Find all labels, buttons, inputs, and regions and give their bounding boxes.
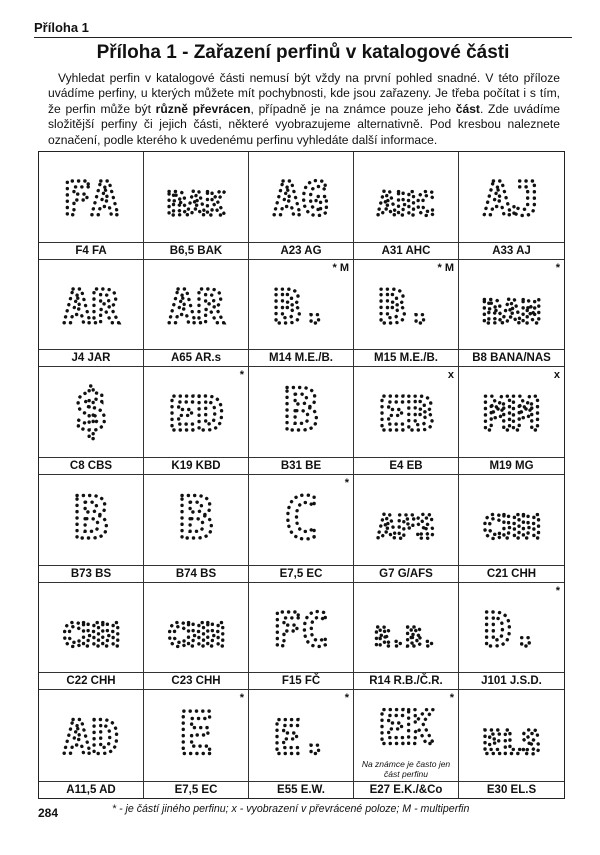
perfin-dots: ELS: [482, 723, 541, 762]
perfin-cell: [354, 583, 459, 691]
perfin-caption: B31 BE: [249, 457, 353, 474]
perfin-mark: *: [555, 584, 560, 597]
perfin-note: Na známce je často jen část perfinu: [361, 758, 451, 779]
perfin-caption: C22 CHH: [39, 672, 143, 689]
perfin-dot-pattern: [354, 152, 458, 242]
perfin-mark: *: [239, 369, 244, 382]
perfin-dot-pattern: [39, 583, 143, 673]
perfin-caption: A33 AJ: [459, 242, 564, 259]
perfin-caption: B6,5 BAK: [144, 242, 248, 259]
perfin-dots: ED: [168, 387, 224, 442]
perfin-dot-pattern: [249, 152, 353, 242]
perfin-dot-pattern: [354, 583, 458, 673]
perfin-grid: [38, 151, 565, 799]
perfin-caption: C8 CBS: [39, 457, 143, 474]
perfin-mark: *: [239, 692, 244, 705]
perfin-cell: [459, 260, 564, 368]
perfin-dots: R.B.: [374, 622, 438, 653]
perfin-caption: C21 CHH: [459, 565, 564, 582]
perfin-dot-pattern: [354, 475, 458, 565]
perfin-caption: A65 AR.s: [144, 349, 248, 366]
perfin-dots: AG: [273, 171, 329, 226]
perfin-caption: G7 G/AFS: [354, 565, 458, 582]
perfin-cell: [144, 152, 249, 260]
perfin-caption: B73 BS: [39, 565, 143, 582]
perfin-cell: [144, 260, 249, 368]
perfin-dot-pattern: [144, 583, 248, 673]
perfin-dots: MM: [483, 387, 540, 442]
perfin-dots: AJ: [483, 172, 540, 227]
perfin-mark: *: [344, 476, 349, 489]
perfin-caption: E30 EL.S: [459, 781, 564, 798]
perfin-dots: B: [283, 376, 319, 445]
perfin-caption: F15 FČ: [249, 672, 353, 689]
perfin-mark: *: [449, 692, 454, 705]
perfin-dot-pattern: [144, 152, 248, 242]
perfin-dot-pattern: [459, 475, 564, 565]
perfin-dots: FA: [63, 171, 119, 226]
perfin-cell: [39, 475, 144, 583]
perfin-cell: [354, 260, 459, 368]
perfin-cell: [354, 367, 459, 475]
perfin-caption: B74 BS: [144, 565, 248, 582]
perfin-mark: x: [553, 369, 560, 382]
perfin-mark: x: [447, 369, 454, 382]
perfin-mark: *: [555, 261, 560, 274]
perfin-cell: [144, 475, 249, 583]
perfin-dot-pattern: [39, 475, 143, 565]
perfin-cell: [249, 260, 354, 368]
perfin-mark: * M: [437, 261, 454, 274]
perfin-caption: K19 KBD: [144, 457, 248, 474]
perfin-dots: AR: [168, 279, 224, 334]
perfin-dot-pattern: [144, 690, 248, 781]
perfin-dots: $: [73, 376, 109, 445]
perfin-dots: B: [178, 483, 214, 552]
perfin-dot-pattern: [39, 152, 143, 242]
perfin-dots: AHC: [377, 184, 435, 223]
perfin-caption: E7,5 EC: [249, 565, 353, 582]
perfin-dot-pattern: [459, 152, 564, 242]
perfin-dots: CHH: [62, 615, 120, 654]
perfin-caption: E7,5 EC: [144, 781, 248, 798]
perfin-dots: E.: [273, 710, 329, 765]
perfin-dots: CHH: [482, 507, 541, 546]
legend: * - je částí jiného perfinu; x - vyobrazení v převrácené poloze; M - multiperfin: [112, 803, 470, 815]
perfin-dots: E: [178, 699, 214, 768]
perfin-cell: [39, 690, 144, 798]
perfin-dot-pattern: [459, 690, 564, 781]
perfin-cell: [39, 152, 144, 260]
perfin-dot-pattern: [459, 583, 564, 673]
perfin-caption: J101 J.S.D.: [459, 672, 564, 689]
perfin-cell: [249, 690, 354, 798]
perfin-caption: B8 BANA/NAS: [459, 349, 564, 366]
perfin-dots: AFS: [377, 507, 435, 546]
perfin-dot-pattern: [39, 367, 143, 457]
perfin-cell: [459, 152, 564, 260]
perfin-cell: [459, 475, 564, 583]
perfin-dots: B: [73, 483, 109, 552]
perfin-dot-pattern: [249, 475, 353, 565]
perfin-cell: [144, 583, 249, 691]
perfin-cell: [144, 367, 249, 475]
perfin-dots: AD: [63, 710, 119, 765]
perfin-cell: [354, 475, 459, 583]
perfin-dots: BAK: [167, 184, 225, 223]
perfin-dots: C: [283, 483, 319, 552]
perfin-cell: [459, 583, 564, 691]
perfin-dot-pattern: [249, 367, 353, 457]
perfin-dots: EK: [378, 700, 434, 755]
perfin-dot-pattern: [354, 367, 458, 457]
perfin-dot-pattern: [459, 367, 564, 457]
perfin-caption: M15 M.E./B.: [354, 349, 458, 366]
perfin-caption: E55 E.W.: [249, 781, 353, 798]
page-number: 284: [38, 806, 59, 820]
perfin-cell: [249, 152, 354, 260]
perfin-cell: [354, 690, 459, 798]
perfin-dots: B.: [378, 279, 434, 334]
perfin-dot-pattern: [144, 260, 248, 350]
perfin-dot-pattern: [249, 583, 353, 673]
perfin-dots: FC: [273, 602, 329, 657]
perfin-dots: B.: [273, 279, 329, 334]
perfin-dot-pattern: [39, 260, 143, 350]
perfin-caption: M19 MG: [459, 457, 564, 474]
header-rule: [34, 37, 572, 38]
perfin-cell: [459, 367, 564, 475]
perfin-dot-pattern: [459, 260, 564, 350]
perfin-mark: * M: [332, 261, 349, 274]
perfin-caption: M14 M.E./B.: [249, 349, 353, 366]
perfin-mark: *: [344, 692, 349, 705]
perfin-dot-pattern: [144, 367, 248, 457]
perfin-cell: [39, 260, 144, 368]
running-header: Příloha 1: [34, 20, 89, 35]
perfin-cell: [249, 583, 354, 691]
perfin-caption: A11,5 AD: [39, 781, 143, 798]
perfin-cell: [249, 367, 354, 475]
perfin-caption: A31 AHC: [354, 242, 458, 259]
perfin-cell: [39, 583, 144, 691]
perfin-cell: [459, 690, 564, 798]
perfin-dots: AR: [63, 279, 119, 334]
perfin-cell: [39, 367, 144, 475]
perfin-dot-pattern: [144, 475, 248, 565]
perfin-caption: E27 E.K./&Co: [354, 781, 458, 798]
perfin-dots: BAN: [482, 292, 541, 331]
perfin-caption: A23 AG: [249, 242, 353, 259]
perfin-cell: [354, 152, 459, 260]
perfin-caption: E4 EB: [354, 457, 458, 474]
perfin-dots: EB: [378, 387, 434, 442]
perfin-caption: R14 R.B./Č.R.: [354, 672, 458, 689]
perfin-caption: F4 FA: [39, 242, 143, 259]
perfin-cell: [249, 475, 354, 583]
page-title: Příloha 1 - Zařazení perfinů v katalogové části: [96, 42, 510, 63]
perfin-dot-pattern: [39, 690, 143, 781]
perfin-cell: [144, 690, 249, 798]
perfin-caption: J4 JAR: [39, 349, 143, 366]
intro-paragraph: Vyhledat perfin v katalogové části nemusí být vždy na první pohled snadné. V této příloze uvádíme perfiny, u kterých můžete mít pochybnosti, kde jsou zařazeny. Je třeba počítat i s tím, že perfin může být různě převrácen, případně je na známce pouze jeho část. Zde uvádíme složitější perfiny či jejich části, některé vyobrazujeme alternativně. Pod kresbou naleznete označení, podle kterého k uvedenému perfinu vyhledáte další informace.: [48, 71, 561, 147]
perfin-dots: D.: [483, 602, 540, 657]
perfin-dots: CHH: [167, 615, 225, 654]
perfin-dot-pattern: [249, 690, 353, 781]
perfin-caption: C23 CHH: [144, 672, 248, 689]
